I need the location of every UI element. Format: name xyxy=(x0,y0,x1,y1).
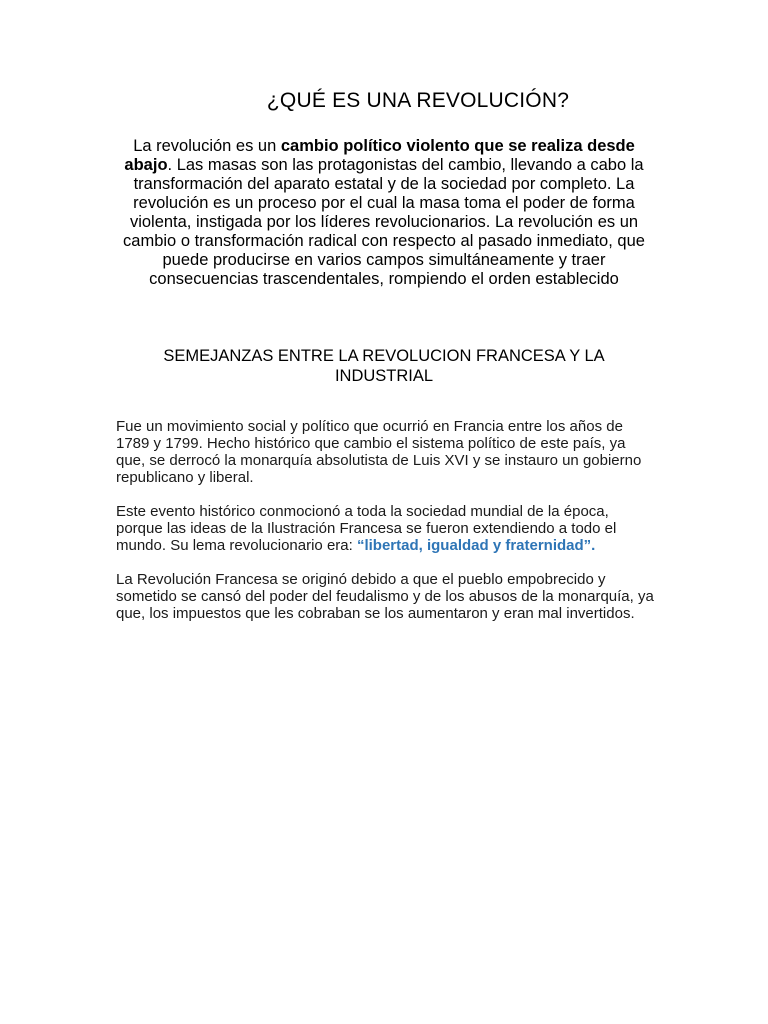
paragraph-enlightenment-text: Este evento histórico conmocionó a toda la sociedad mundial de la época, porque las ideas de la Ilustración Francesa se fueron extendiendo a todo el mundo. Su lema revolucionario era: xyxy=(116,503,617,554)
intro-paragraph xyxy=(112,137,656,289)
intro-rest: . Las masas son las protagonistas del cambio, llevando a cabo la transformación del aparato estatal y de la sociedad por completo. La revolución es un proceso por el cual la masa toma el poder de forma violenta, instigada por los líderes revolucionarios. La revolución es un cambio o transformación radical con respecto al pasado inmediato, que puede producirse en varios campos simultáneamente y traer consecuencias trascendentales, rompiendo el orden establecido xyxy=(123,156,645,288)
section-subtitle: SEMEJANZAS ENTRE LA REVOLUCION FRANCESA Y LA INDUSTRIAL xyxy=(163,347,605,385)
paragraph-french-revolution: Fue un movimiento social y político que ocurrió en Francia entre los años de 1789 y 1799. Hecho histórico que cambio el sistema político de este país, ya que, se derrocó la monarquía absolutista de Luis XVI y se instauro un gobierno republicano y liberal. xyxy=(116,418,642,486)
paragraph-origins: La Revolución Francesa se originó debido a que el pueblo empobrecido y sometido se cansó del poder del feudalismo y de los abusos de la monarquía, ya que, los impuestos que les cobraban se los aumentaron y eran mal invertidos. xyxy=(116,571,654,622)
page-title: ¿QUÉ ES UNA REVOLUCIÓN? xyxy=(266,89,570,112)
revolutionary-motto: “libertad, igualdad y fraternidad”. xyxy=(356,537,596,554)
paragraph-enlightenment xyxy=(116,503,656,554)
intro-bold-definition: cambio político violento que se realiza desde abajo xyxy=(124,137,635,174)
intro-lead: La revolución es un xyxy=(133,137,281,155)
